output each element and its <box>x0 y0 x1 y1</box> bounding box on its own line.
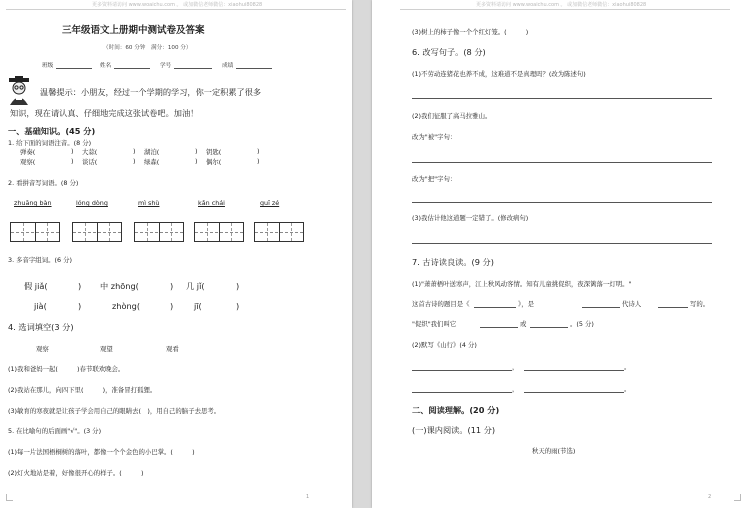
choice-word: 观望 <box>100 345 113 353</box>
q6-ba-label: 改为"把"字句： <box>412 175 457 183</box>
question-6: 6. 改写句子。(8 分) <box>412 47 486 57</box>
number-label: 学号 <box>160 63 172 69</box>
page-corner-mark <box>6 494 13 501</box>
polyphone-paren[interactable]: ) <box>78 281 82 291</box>
name-blank[interactable] <box>114 68 150 69</box>
exam-page-2 <box>372 0 748 508</box>
writing-grid[interactable] <box>194 222 244 242</box>
question-2: 2. 看拼音写词语。(8 分) <box>8 179 79 187</box>
question-5: 5. 在比喻句的后面画"√"。(3 分) <box>8 427 102 435</box>
q1-word: 弹奏( <box>20 148 36 156</box>
q1-word: 偶尔( <box>206 158 222 166</box>
polyphone: 中 zhōng( <box>100 281 139 291</box>
header-divider <box>6 9 346 10</box>
number-blank[interactable] <box>174 68 212 69</box>
class-blank[interactable] <box>56 68 92 69</box>
q4-sentence-3: (3)敏育的寒夜就是让孩子学会用自己的眼睛去( )，用自己的脑子去思考。 <box>8 407 221 415</box>
score-label: 成绩 <box>222 63 234 69</box>
exam-subtitle: （时间：60 分钟 满分：100 分） <box>103 45 192 51</box>
polyphone: jià( <box>34 301 47 311</box>
name-label: 姓名 <box>100 63 112 69</box>
q1-paren[interactable]: ) <box>195 157 198 165</box>
page-number: 2 <box>708 494 712 500</box>
section-2-heading: 二、阅读理解。(20 分) <box>412 405 500 415</box>
cricket-blank-1[interactable] <box>480 327 518 328</box>
tip-line-1: 温馨提示：小朋友，经过一个学期的学习，你一定积累了很多 <box>40 87 262 97</box>
q6-sentence-3: (3)我估计他这道题一定错了。(修改病句) <box>412 214 529 222</box>
polyphone-paren[interactable]: ) <box>78 301 82 311</box>
polyphone: zhòng( <box>112 301 141 311</box>
q1-paren[interactable]: ) <box>71 147 74 155</box>
tip-line-2: 知识，现在请认真、仔细地完成这张试卷吧。加油！ <box>10 108 199 118</box>
writing-grid[interactable] <box>10 222 60 242</box>
q1-paren[interactable]: ) <box>257 157 260 165</box>
q1-paren[interactable]: ) <box>71 157 74 165</box>
q7-text: 。(5 分) <box>570 320 594 328</box>
q1-word: 大蒜( <box>82 148 98 156</box>
header-divider <box>400 9 730 10</box>
writing-grid[interactable] <box>254 222 304 242</box>
cricket-blank-2[interactable] <box>530 327 568 328</box>
pinyin-label: mì shù <box>138 199 160 207</box>
dynasty-blank[interactable] <box>582 307 620 308</box>
q1-word: 谈话( <box>82 158 98 166</box>
polyphone-paren[interactable]: ) <box>170 281 174 291</box>
q7-cricket-prompt: "促织"我们叫它 <box>412 320 457 328</box>
dictation-line[interactable] <box>524 370 624 371</box>
answer-line[interactable] <box>412 202 712 203</box>
dictation-line[interactable] <box>412 370 512 371</box>
writing-grid[interactable] <box>134 222 184 242</box>
question-7: 7. 古诗读良读。(9 分) <box>412 257 494 267</box>
q1-word: 钥匙( <box>206 148 222 156</box>
dictation-line[interactable] <box>412 392 512 393</box>
polyphone: jī( <box>194 301 202 311</box>
polyphone-paren[interactable]: ) <box>236 281 240 291</box>
question-3: 3. 多音字组词。(6 分) <box>8 256 72 264</box>
q7-text: 写的。 <box>690 300 710 308</box>
q1-word: 绿森( <box>144 158 160 166</box>
poet-blank[interactable] <box>658 307 688 308</box>
q6-sentence-2: (2)我们征服了高马拉雅山。 <box>412 112 492 120</box>
q5-sentence-3: (3)树上的柿子像一个个红灯笼。( ) <box>412 28 529 36</box>
answer-line[interactable] <box>412 243 712 244</box>
q6-bei-label: 改为"被"字句： <box>412 133 457 141</box>
class-label: 班级 <box>42 63 54 69</box>
score-blank[interactable] <box>236 68 272 69</box>
q1-paren[interactable]: ) <box>133 157 136 165</box>
q4-sentence-2: (2)我站在那儿，向四下里( )，准备冒打狐狸。 <box>8 386 157 394</box>
pinyin-label: guī zé <box>260 199 280 207</box>
answer-line[interactable] <box>412 162 712 163</box>
polyphone-paren[interactable]: ) <box>170 301 174 311</box>
dictation-line[interactable] <box>524 392 624 393</box>
question-1: 1. 给下面的词语注音。(8 分) <box>8 139 92 147</box>
q7-text: 或 <box>520 320 527 328</box>
page-corner-mark <box>734 494 741 501</box>
q1-paren[interactable]: ) <box>195 147 198 155</box>
q5-sentence-1: (1)每一片法国梧桐树的落叶，都像一个个金色的小巴掌。( ) <box>8 448 195 456</box>
q5-sentence-2: (2)灯火地站是着，好像很开心的样子。( ) <box>8 469 144 477</box>
pinyin-label: zhuāng bàn <box>14 199 52 207</box>
q7-text: 代诗人 <box>622 300 642 308</box>
q1-word: 湖泊( <box>144 148 160 156</box>
answer-line[interactable] <box>412 98 712 99</box>
q7-dictation-prompt: (2)默写《山行》(4 分) <box>412 341 477 349</box>
pinyin-label: kǎn chái <box>198 199 225 207</box>
punct: ， <box>512 363 519 371</box>
punct: 。 <box>624 385 631 393</box>
q7-text: 》，是 <box>518 300 534 308</box>
reading-part-1: (一)课内阅读。(11 分) <box>412 425 496 435</box>
punct: ， <box>512 385 519 393</box>
q4-sentence-1: (1)我和爸妈一起( )春节联欢晚会。 <box>8 365 125 373</box>
polyphone-paren[interactable]: ) <box>236 301 240 311</box>
exam-page-1 <box>0 0 352 508</box>
q6-sentence-1: (1)不劳动连猪花也养不成，这难道不是真理吗？(改为陈述句) <box>412 70 586 78</box>
q1-paren[interactable]: ) <box>257 147 260 155</box>
q1-word: 观察( <box>20 158 36 166</box>
page-header: 更多资料请访问 www.woaichu.com 。 或加微信老师微信：xiaohui80828 <box>92 2 263 8</box>
mascot-doctor-icon <box>6 76 32 106</box>
q1-paren[interactable]: ) <box>133 147 136 155</box>
page-header: 更多资料请访问 www.woaichu.com 。 或加微信老师微信：xiaohui80828 <box>476 2 647 8</box>
q7-title-prompt: 这首古诗的题目是《 <box>412 300 470 308</box>
choice-word: 观看 <box>166 345 179 353</box>
polyphone: 假 jiǎ( <box>24 281 48 291</box>
poem-title-blank[interactable] <box>474 307 516 308</box>
punct: 。 <box>624 363 631 371</box>
choice-word: 观察 <box>36 345 49 353</box>
section-1-heading: 一、基础知识。(45 分) <box>8 126 96 136</box>
q7-poem: (1)"萧萧梧叶送寒声，江上秋风动客情。知有儿童挑促织，夜深篱落一灯明。" <box>412 280 632 288</box>
page-number: 1 <box>306 494 310 500</box>
polyphone: 几 jǐ( <box>186 281 205 291</box>
passage-title: 秋天的雨(节选) <box>532 447 576 455</box>
exam-title: 三年级语文上册期中测试卷及答案 <box>62 25 205 36</box>
writing-grid[interactable] <box>72 222 122 242</box>
pinyin-label: lóng dòng <box>76 199 108 207</box>
question-4: 4. 选词填空(3 分) <box>8 322 74 332</box>
